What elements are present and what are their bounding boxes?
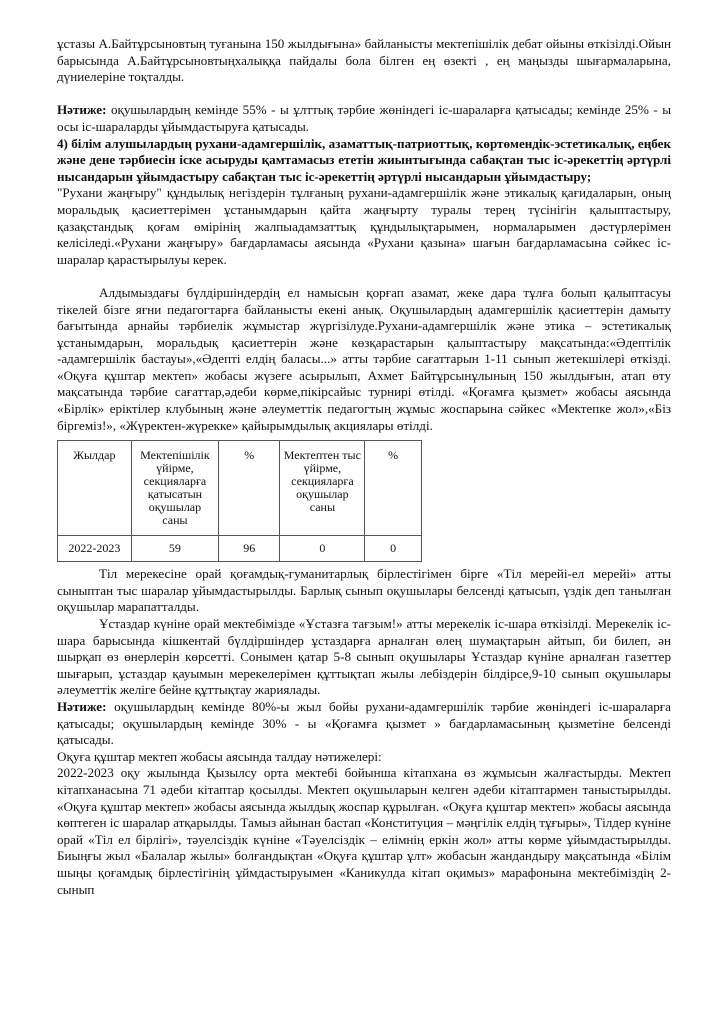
table-header-cell: % xyxy=(219,441,280,536)
table-header-cell: Жылдар xyxy=(58,441,132,536)
table-header-cell: Мектептен тыс үйірме, секцияларға оқушылар саны xyxy=(280,441,365,536)
table-cell: 96 xyxy=(219,536,280,562)
table-header-cell: % xyxy=(365,441,422,536)
result-text: оқушылардың кемінде 80%-ы жыл бойы рухани-адамгершілік тәрбие жөніндегі іс-шараларға қатысады; оқушылардың кемінде 30% - ы «Қоғамға қызмет » бағдарламасының қызметіне белсенді қатысады. xyxy=(57,699,671,748)
spacer xyxy=(57,86,671,103)
result-text: оқушылардың кемінде 55% - ы ұлттық тәрбие жөніндегі іс-шараларға қатысады; кемінде 25% - ы осы іс-шараларды ұйымдастыруға қатысады. xyxy=(57,102,671,134)
paragraph-ustazdar-kuni: Ұстаздар күніне орай мектебімізде «Ұстазға тағзым!» атты мерекелік іс-шара өткізілді. Мерекелік іс-шара барысында кішкентай бүлдіршіндер ұстаздарға арналған өлең шумақтарын айтып, би билеп, ән шырқап өз өнерлерін көрсетті. Сонымен қатар 5-8 сынып оқушылары Ұстаздар күніне арналған газеттер шығарып, ұстаздар қауымын мерекелерімен құттықтап жылы лебіздерін білдірсе,9-10 сынып оқушылары әлеуметтік желіге бейне құттықтау жариялады. xyxy=(57,616,671,698)
result-paragraph-1 xyxy=(57,102,671,135)
paragraph-til-merekesi: Тіл мерекесіне орай қоғамдық-гуманитарлық бірлестігімен бірге «Тіл мерейі-ел мерейі» атты сыныптан тыс шаралар ұйымдастырылды. Барлық сынып оқушылары белсенді қатысып, үздік деп танылған оқушылар марапатталды. xyxy=(57,566,671,615)
table-row xyxy=(58,536,422,562)
table-cell: 59 xyxy=(131,536,219,562)
paragraph-rukhani-zhangyru: "Рухани жаңғыру" құндылық негіздерін тұлғаның рухани-адамгершілік және этикалық қағидаларын, оның моральдық қасиеттерімен ұстанымдарын қайта жаңғырту туралы терең түсінігін қалыптастыру, қазақстандық қоғам өмірінің жалпыадамзаттық құндылықтарымен, нормаларымен дәстүрлерімен келісіледі.«Рухани жаңғыру» бағдарламасы аясында «Рухани қазына» шағын бағдарламасына сәйкес іс-шаралар қарастырылуы керек. xyxy=(57,185,671,267)
table-header-cell: Мектепішілік үйірме, секцияларға қатысатын оқушылар саны xyxy=(131,441,219,536)
document-page xyxy=(57,36,671,898)
result-paragraph-2 xyxy=(57,699,671,749)
result-label: Нәтиже: xyxy=(57,102,107,118)
paragraph-okuga-heading: Оқуға құштар мектеп жобасы аясында талдау нәтижелері: xyxy=(57,748,382,764)
result-label: Нәтиже: xyxy=(57,699,107,714)
table-cell: 2022-2023 xyxy=(58,536,132,562)
paragraph-aldymyzdagy: Алдымыздағы бүлдіршіндердің ел намысын қорғап азамат, жеке дара тұлға болып қалыптасуы тікелей бізге яғни педагогтарға байланысты екені анық. Оқушылардың адамгершілік қасиеттерін дамыту бағытында арнайы тәрбиелік жұмыстар жүргізілуде.Рухани-адамгершілік және этика – эстетикалық ұстанымдарын, моральдық қасиеттерін және көзқарастарын қалыптастыру мақсатында:«Әдептілік -адамгершілік бастауы»,«Әдепті елдің баласы...» атты тәрбие сағаттарын 1-11 сынып жетекшілері өткізді. «Оқуға құштар мектеп» жобасы жүзеге асырылып, Ахмет Байтұрсынұлының 150 жылдығын, атап өту мақсатында тәрбие сағаттар,әдеби көрме,пікірсайыс турнирі өтілді. «Қоғамға қызмет» жобасы аясында «Бірлік» еріктілер клубының және әлеуметтік педагогтың жұмыс жоспарына сәйкес «Мектепке жол»,«Біз біргеміз!», «Жүректен-жүрекке» қайырымдылық акциялары өтілді. xyxy=(57,284,671,433)
table-cell: 0 xyxy=(280,536,365,562)
paragraph-debate: ұстазы А.Байтұрсыновтың туғанына 150 жылдығына» байланысты мектепішілік дебат ойыны өткізілді.Ойын барысында А.Байтұрсыновтыңхалыққа пайдалы бола білген ең өзекті , ең маңызды шығармаларына, дүниелеріне тоқталды. xyxy=(57,36,671,85)
participation-table xyxy=(57,440,422,562)
paragraph-library: 2022-2023 оқу жылында Қызылсу орта мектебі бойынша кітапхана өз жұмысын жалғастырды. Мектеп кітапханасына 71 әдеби кітаптар қосылды. Мектеп оқушыларын келген әдеби кітаптармен таныстырылды. «Оқуға құштар мектеп» жобасы аясында жылдық жоспар құрылған. «Оқуға құштар мектеп» жобасы аясында көптеген іс шаралар атқарылды. Тамыз айынан бастап «Конституция – мәңгілік елдің тұғыры», Тілдер күніне орай «Тіл ел бірлігі», тәуелсіздік күніне «Тәуелсіздік – елімнің еркін жол» атты көрме ұйымдастырылды. Биыңғы жыл «Балалар жылы» болғандықтан «Оқуға құштар ұлт» жобасын жандандыру мақсатында «Білім шыңы қоғамдық бірлестігінің ұймдастыруымен «Каникулда кітап оқимыз» марафонына мектебіміздің 2-сынып xyxy=(57,765,671,897)
table-cell: 0 xyxy=(365,536,422,562)
section-heading-4: 4) білім алушылардың рухани-адамгершілік, азаматтық-патриоттық, көртөмендік-эстетикалық, еңбек және дене тәрбиесін іске асыруды қамтамасыз ететін жиынтығында сабақтан тыс іс-әрекеттің әртүрлі нысандарын ұйымдастыру сабақтан тыс іс-әрекеттің әртүрлі нысандарын ұйымдастыру; xyxy=(57,135,671,184)
spacer xyxy=(57,268,671,285)
table-header-row xyxy=(58,441,422,536)
